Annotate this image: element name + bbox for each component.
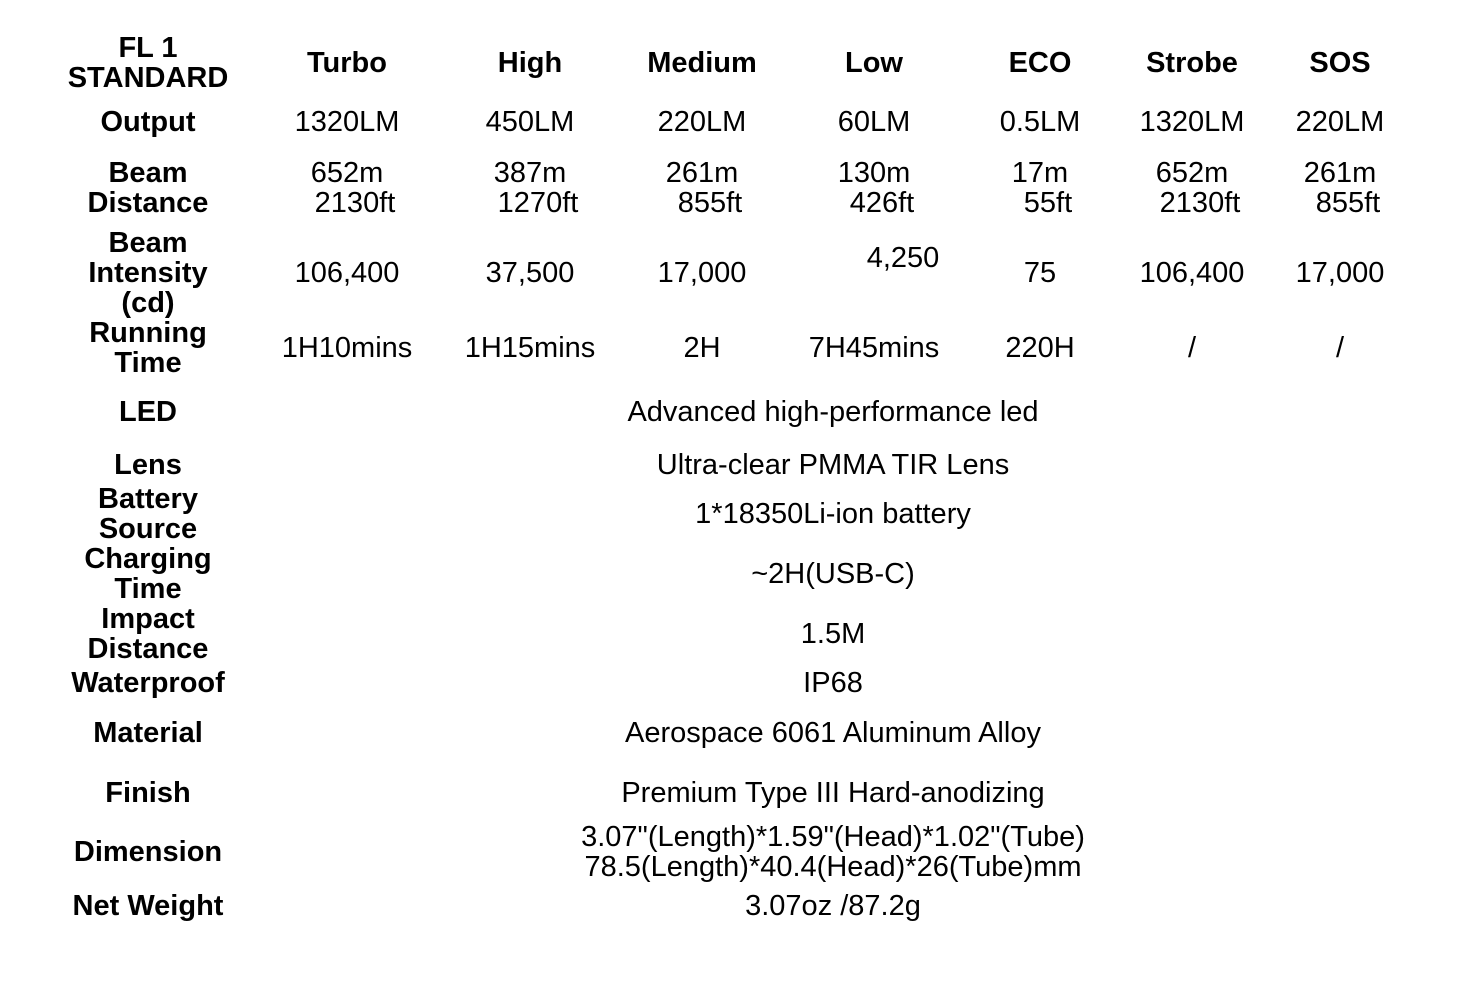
mode-value-line: 1320LM xyxy=(1139,106,1245,138)
mode-value-cell xyxy=(282,333,413,363)
row-label xyxy=(73,891,224,921)
spec-value-cell xyxy=(621,778,1044,808)
spec-value-line: 3.07oz /87.2g xyxy=(745,890,921,922)
mode-value-cell xyxy=(867,243,940,273)
mode-header-sos: SOS xyxy=(1309,47,1371,79)
mode-header-eco: ECO xyxy=(1008,47,1072,79)
spec-value-line: 3.07"(Length)*1.59"(Head)*1.02"(Tube) xyxy=(581,821,1085,853)
mode-value-line: 1320LM xyxy=(294,106,400,138)
mode-value-cell xyxy=(486,258,575,288)
mode-value-line: 17m xyxy=(1011,157,1069,189)
spec-value-cell xyxy=(803,668,863,698)
mode-value-line: 106,400 xyxy=(1139,257,1245,289)
mode-value-line: 855ft xyxy=(1315,187,1381,219)
spec-value-line: Aerospace 6061 Aluminum Alloy xyxy=(625,717,1041,749)
row-label-line: Material xyxy=(93,717,203,749)
mode-value-line: 7H45mins xyxy=(808,332,940,364)
spec-value-line: 1*18350Li-ion battery xyxy=(695,498,971,530)
mode-value-cell xyxy=(665,157,743,219)
mode-value-cell xyxy=(1152,157,1241,219)
row-label-line: Impact xyxy=(101,603,195,635)
spec-value-cell xyxy=(801,619,865,649)
mode-value-line: 1H10mins xyxy=(281,332,413,364)
mode-value-cell xyxy=(1188,333,1196,363)
mode-value-line: 60LM xyxy=(837,106,911,138)
mode-value-cell xyxy=(295,258,400,288)
spec-value-line: Ultra-clear PMMA TIR Lens xyxy=(656,449,1010,481)
row-label-line: Intensity xyxy=(88,257,208,289)
mode-value-line: 652m xyxy=(1155,157,1229,189)
mode-value-line: 1270ft xyxy=(497,187,579,219)
spec-value-cell xyxy=(695,499,971,529)
row-label xyxy=(84,544,211,604)
mode-value-cell xyxy=(658,107,747,137)
row-label-line: Time xyxy=(114,573,182,605)
mode-value-cell xyxy=(295,107,400,137)
row-label-line: Distance xyxy=(87,633,209,665)
mode-value-cell xyxy=(1336,333,1344,363)
mode-value-line: 2H xyxy=(683,332,721,364)
mode-value-cell xyxy=(837,157,915,219)
spec-value-cell xyxy=(657,450,1009,480)
mode-value-line: 2130ft xyxy=(314,187,396,219)
spec-value-cell xyxy=(625,718,1041,748)
row-label xyxy=(88,158,209,218)
mode-value-line: 220LM xyxy=(1295,106,1385,138)
row-label xyxy=(114,450,182,480)
row-label-line: Lens xyxy=(114,449,182,481)
spec-value-cell xyxy=(745,891,921,921)
mode-value-cell xyxy=(490,157,579,219)
row-label xyxy=(74,837,222,867)
mode-value-line: 106,400 xyxy=(294,257,400,289)
mode-header-high: High xyxy=(497,47,563,79)
model-name-line: STANDARD xyxy=(67,62,229,94)
mode-value-line: 130m xyxy=(837,157,911,189)
mode-value-line: 2130ft xyxy=(1159,187,1241,219)
mode-value-line: 426ft xyxy=(849,187,915,219)
spec-value-line: Advanced high-performance led xyxy=(627,396,1039,428)
mode-value-line: 220H xyxy=(1005,332,1075,364)
spec-value-cell xyxy=(581,822,1085,882)
mode-value-cell xyxy=(1296,107,1385,137)
spec-value-line: 1.5M xyxy=(800,618,866,650)
row-label-line: Running xyxy=(89,317,207,349)
row-label-line: Charging xyxy=(84,543,212,575)
row-label xyxy=(89,318,207,378)
row-label xyxy=(88,604,209,664)
mode-value-cell xyxy=(683,333,720,363)
row-label-line: Dimension xyxy=(73,836,223,868)
spec-value-line: ~2H(USB-C) xyxy=(751,558,915,590)
mode-value-cell xyxy=(838,107,911,137)
mode-value-line: 37,500 xyxy=(485,257,575,289)
mode-value-cell xyxy=(809,333,940,363)
spec-value-line: Premium Type III Hard-anodizing xyxy=(621,777,1045,809)
mode-value-cell xyxy=(658,258,747,288)
mode-value-line: 450LM xyxy=(485,106,575,138)
row-label-line: Waterproof xyxy=(71,667,225,699)
mode-value-line: 220LM xyxy=(657,106,747,138)
mode-value-line: / xyxy=(1335,332,1345,364)
row-label xyxy=(71,668,225,698)
mode-value-cell xyxy=(1024,258,1056,288)
row-label xyxy=(105,778,190,808)
spec-value-line: IP68 xyxy=(803,667,863,699)
row-label-line: Battery xyxy=(98,483,198,515)
mode-value-line: 855ft xyxy=(677,187,743,219)
mode-header-turbo: Turbo xyxy=(307,47,387,79)
mode-value-cell xyxy=(1000,107,1081,137)
mode-value-line: / xyxy=(1187,332,1197,364)
mode-value-line: 387m xyxy=(493,157,567,189)
mode-value-cell xyxy=(1005,333,1074,363)
model-name-header xyxy=(68,33,229,93)
row-label xyxy=(98,484,198,544)
row-label xyxy=(93,718,203,748)
mode-value-line: 17,000 xyxy=(1295,257,1385,289)
mode-value-line: 652m xyxy=(310,157,384,189)
mode-header-medium: Medium xyxy=(647,47,757,79)
mode-value-line: 1H15mins xyxy=(464,332,596,364)
mode-header-low: Low xyxy=(845,47,903,79)
row-label-line: Output xyxy=(100,106,196,138)
mode-value-line: 4,250 xyxy=(866,242,940,274)
row-label-line: Beam xyxy=(108,157,188,189)
mode-value-line: 261m xyxy=(665,157,739,189)
mode-value-cell xyxy=(1011,157,1073,219)
mode-value-line: 0.5LM xyxy=(999,106,1081,138)
spec-value-cell xyxy=(627,397,1038,427)
mode-value-cell xyxy=(1140,258,1245,288)
spec-value-line: 78.5(Length)*40.4(Head)*26(Tube)mm xyxy=(584,851,1082,883)
mode-value-cell xyxy=(465,333,596,363)
row-label-line: Source xyxy=(98,513,198,545)
row-label-line: Time xyxy=(114,347,182,379)
mode-header-strobe: Strobe xyxy=(1146,47,1238,79)
mode-value-cell xyxy=(486,107,575,137)
mode-value-line: 261m xyxy=(1303,157,1377,189)
row-label-line: Beam xyxy=(108,227,188,259)
row-label xyxy=(88,228,207,318)
row-label xyxy=(119,397,177,427)
mode-value-line: 17,000 xyxy=(657,257,747,289)
mode-value-cell xyxy=(1140,107,1245,137)
row-label-line: Distance xyxy=(87,187,209,219)
spec-value-cell xyxy=(751,559,915,589)
row-label-line: Finish xyxy=(105,777,191,809)
row-label-line: Net Weight xyxy=(72,890,224,922)
mode-value-cell xyxy=(1296,258,1385,288)
model-name-line: FL 1 xyxy=(118,32,178,64)
row-label-line: (cd) xyxy=(121,287,175,319)
mode-value-line: 55ft xyxy=(1023,187,1073,219)
mode-value-cell xyxy=(1303,157,1381,219)
mode-value-line: 75 xyxy=(1023,257,1057,289)
mode-value-cell xyxy=(307,157,396,219)
row-label-line: LED xyxy=(119,396,177,428)
row-label xyxy=(100,107,195,137)
